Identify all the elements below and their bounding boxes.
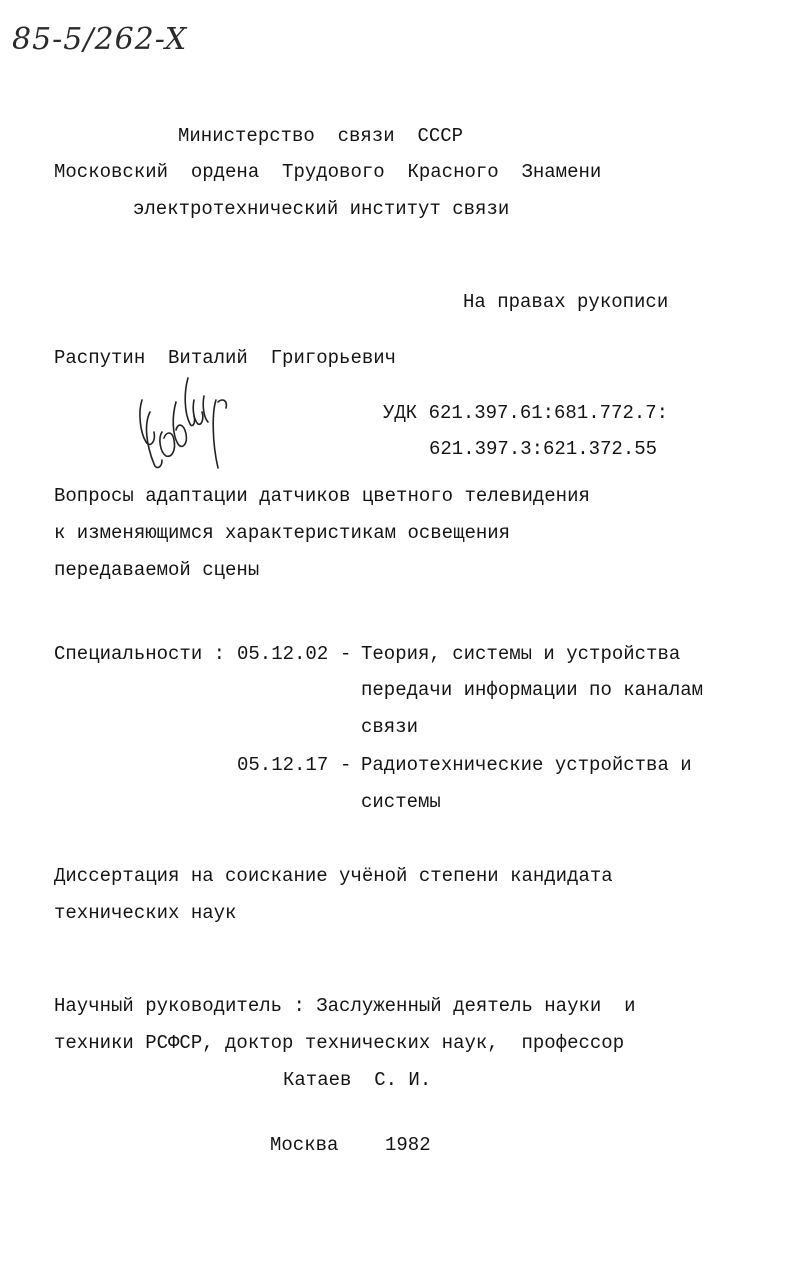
udc-line-2: 621.397.3:621.372.55 [429, 438, 658, 460]
supervisor-name: Катаев С. И. [283, 1069, 432, 1091]
title-line-3: передаваемой сцены [54, 559, 260, 581]
specialty-name-line: системы [361, 791, 441, 813]
specialty-code: 05.12.17 [237, 754, 329, 776]
udc-line-1: УДК 621.397.61:681.772.7: [383, 402, 669, 424]
supervisor-line-2: техники РСФСР, доктор технических наук, профессор [54, 1032, 625, 1054]
supervisor-line-1: Научный руководитель : Заслуженный деятель науки и [54, 995, 636, 1017]
title-line-2: к изменяющимся характеристикам освещения [54, 522, 511, 544]
city: Москва [270, 1134, 339, 1156]
specialty-dash: - [340, 754, 352, 776]
dissertation-line-1: Диссертация на соискание учёной степени кандидата [54, 865, 613, 887]
specialty-name-line: Теория, системы и устройства [361, 643, 681, 665]
specialty-name-line: связи [361, 716, 419, 738]
archive-mark: 85-5/262-X [12, 22, 188, 57]
specialty-dash: - [340, 643, 352, 665]
ministry-line: Министерство связи СССР [178, 125, 464, 147]
specialties-label: Специальности : [54, 643, 226, 665]
specialty-code: 05.12.02 [237, 643, 329, 665]
author-signature [132, 372, 242, 482]
manuscript-rights: На правах рукописи [463, 291, 669, 313]
institute-line-2: электротехнический институт связи [133, 198, 510, 220]
dissertation-line-2: технических наук [54, 902, 237, 924]
specialty-name-line: Радиотехнические устройства и [361, 754, 692, 776]
specialty-name-line: передачи информации по каналам [361, 679, 704, 701]
institute-line-1: Московский ордена Трудового Красного Знамени [54, 161, 602, 183]
title-line-1: Вопросы адаптации датчиков цветного телевидения [54, 485, 590, 507]
year: 1982 [385, 1134, 431, 1156]
author-name: Распутин Виталий Григорьевич [54, 347, 397, 369]
